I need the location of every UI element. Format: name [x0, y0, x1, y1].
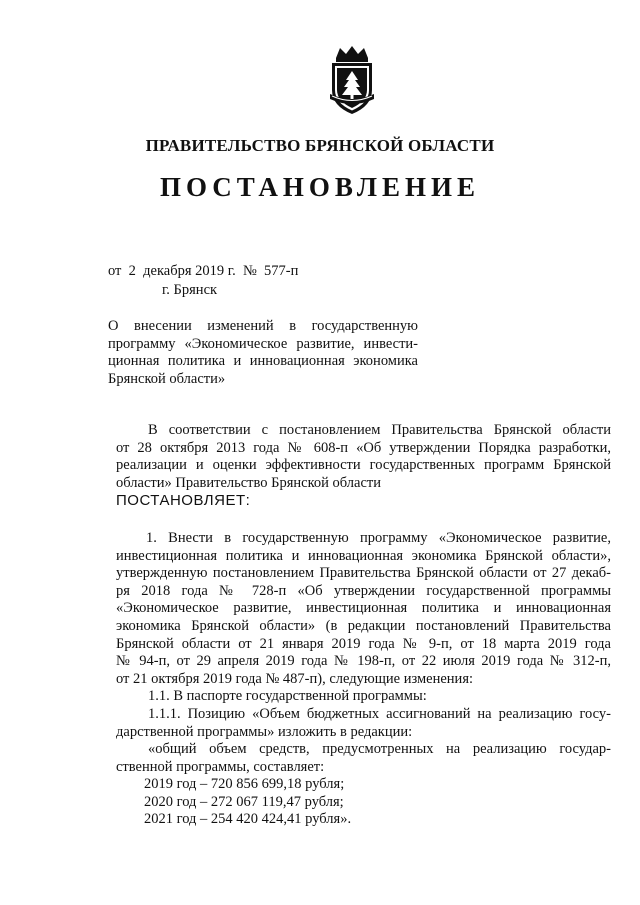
subject-line: О внесении изменений в государственную — [108, 318, 418, 334]
preamble-line: реализации и оценки эффективности государственных программ Брянской — [116, 457, 611, 474]
item1-line: экономика Брянской области» (в редакции постановлений Правительства — [116, 617, 611, 634]
date-number-line: от 2 декабря 2019 г. № 577-п — [108, 263, 299, 279]
subitem-1-1: 1.1. В паспорте государственной программы: — [148, 688, 427, 705]
year-amount-line: 2020 год – 272 067 119,47 рубля; — [144, 793, 344, 810]
subject-line: ционная политика и инновационная экономика — [108, 353, 418, 369]
item1-line: ря 2018 года № 728-п «Об утверждении государственной программы — [116, 582, 611, 599]
document-type-heading: ПОСТАНОВЛЕНИЕ — [159, 172, 481, 202]
year-amount-line: 2021 год – 254 420 424,41 рубля». — [144, 811, 352, 828]
quote-line: «общий объем средств, предусмотренных на реализацию государ- — [148, 741, 611, 758]
preamble-line: области» Правительство Брянской области — [116, 474, 381, 491]
city-line: г. Брянск — [162, 282, 218, 298]
item1-line: «Экономическое развитие, инвестиционная политика и инновационная — [116, 600, 611, 617]
preamble-line: от 28 октября 2013 года № 608-п «Об утверждении Порядка разработки, — [116, 439, 611, 456]
item1-line: Брянской области от 21 января 2019 года № 9-п, от 18 марта 2019 года — [116, 635, 611, 652]
item1-line: от 21 октября 2019 года № 487-п), следующие изменения: — [116, 670, 474, 687]
government-title: ПРАВИТЕЛЬСТВО БРЯНСКОЙ ОБЛАСТИ — [145, 136, 495, 155]
coat-of-arms-icon — [322, 44, 382, 116]
quote-line: ственной программы, составляет: — [116, 758, 325, 775]
subject-line: программу «Экономическое развитие, инвести- — [108, 335, 418, 352]
subitem-1-1-1-line: 1.1.1. Позицию «Объем бюджетных ассигнований на реализацию госу- — [148, 705, 611, 722]
paragraph-gap — [116, 510, 611, 530]
decree-word: ПОСТАНОВЛЯЕТ: — [116, 492, 251, 510]
subitem-1-1-1-line: дарственной программы» изложить в редакции: — [116, 723, 413, 740]
item1-line: № 94-п, от 29 апреля 2019 года № 198-п, от 22 июля 2019 года № 312-п, — [116, 653, 611, 670]
item1-line: утвержденную постановлением Правительства Брянской области от 27 декаб- — [116, 565, 611, 582]
document-body — [116, 422, 611, 829]
subject-block — [108, 318, 418, 388]
preamble-line: В соответствии с постановлением Правительства Брянской области — [148, 422, 611, 438]
item1-line: 1. Внести в государственную программу «Экономическое развитие, — [146, 529, 611, 546]
year-amount-line: 2019 год – 720 856 699,18 рубля; — [144, 776, 345, 793]
subject-line: Брянской области» — [108, 370, 226, 387]
item1-line: инвестиционная политика и инновационная экономика Брянской области», — [116, 547, 611, 564]
